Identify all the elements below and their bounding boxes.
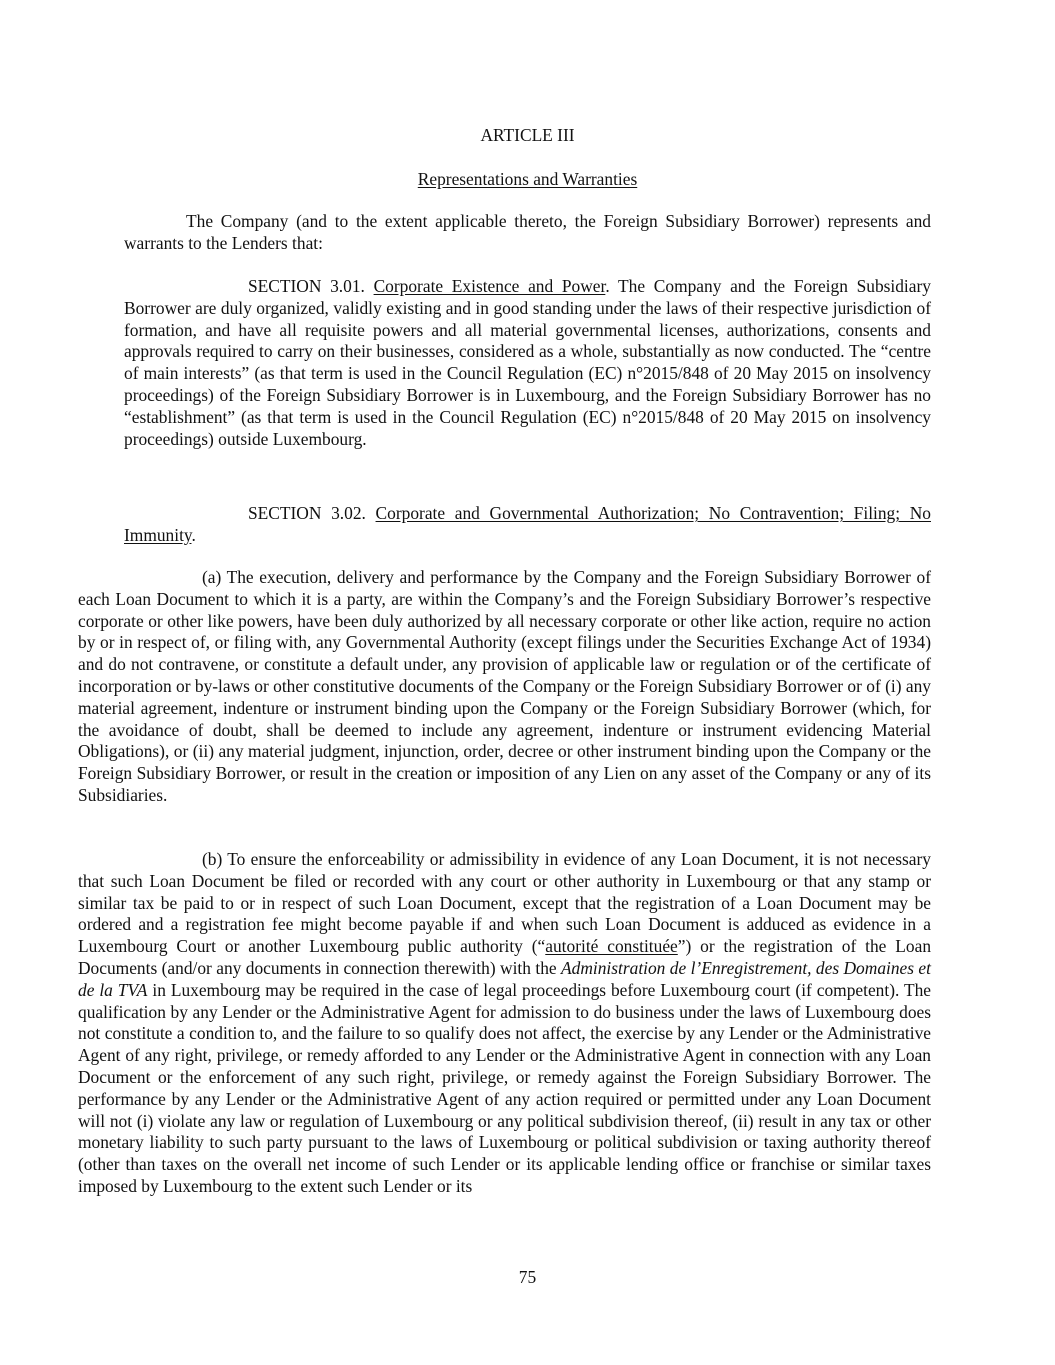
section-3-02-label: SECTION 3.02. [248, 503, 366, 523]
section-3-02-heading: Corporate and Governmental Authorization; No Contravention; Filing; No Immunity [124, 503, 931, 545]
section-3-01 [124, 276, 931, 450]
article-number: ARTICLE III [480, 125, 575, 145]
paragraph-b-part2: ”) or the registration of the Loan Documents (and/or any documents in connection therewith) with the [78, 936, 932, 978]
paragraph-b-term: autorité constituée [545, 936, 678, 957]
section-3-02-end: . [191, 524, 196, 545]
paragraph-b-part3: in Luxembourg may be required in the case of legal proceedings before Luxembourg court (if competent). The qualification by any Lender or the Administrative Agent for admission to do business under the laws of Luxembourg does not constitute a condition to, and the failure to so qualify does not affect, the exercise by any Lender or the Administrative Agent of any right, privilege, or remedy afforded to any Lender or the Administrative Agent in connection with any Loan Document or the enforcement of any such right, privilege, or remedy against the Foreign Subsidiary Borrower. The performance by any Lender or the Administrative Agent of any action required or permitted under any Loan Document will not (i) violate any law or regulation of Luxembourg or any political subdivision thereof, (ii) result in any tax or other monetary liability to such party pursuant to the laws of Luxembourg or political subdivision or taxing authority thereof (other than taxes on the overall net income of such Lender or its applicable lending office or franchise or similar taxes imposed by Luxembourg to the extent such Lender or its [78, 979, 931, 1196]
paragraph-b-italic: Administration de l’Enregistrement, des Domaines et de la TVA [78, 957, 931, 1000]
paragraph-b-part1: (b) To ensure the enforceability or admissibility in evidence of any Loan Document, it is not necessary that such Loan Document be filed or recorded with any court or other authority in Luxembourg or that any stamp or similar tax be paid to or in respect of such Loan Document, except that the registration of a Loan Document may be ordered and a registration fee might become payable if and when such Loan Document is adduced as evidence in a Luxembourg Court or another Luxembourg public authority (“ [78, 849, 931, 957]
intro-paragraph: The Company (and to the extent applicable thereto, the Foreign Subsidiary Borrower) represents and warrants to the Lenders that: [124, 211, 931, 253]
section-3-01-label: SECTION 3.01. [248, 276, 365, 296]
paragraph-b [78, 849, 931, 1198]
section-3-02 [124, 503, 931, 547]
section-3-01-body: . The Company and the Foreign Subsidiary Borrower are duly organized, validly existing and in good standing under the laws of their respective jurisdiction of formation, and have all requisite powers and all material governmental licenses, authorizations, consents and approvals required to carry on their businesses, considered as a whole, substantially as now conducted. The “centre of main interests” (as that term is used in the Council Regulation (EC) n°2015/848 of 20 May 2015 on insolvency proceedings) of the Foreign Subsidiary Borrower is in Luxembourg, and the Foreign Subsidiary Borrower has no “establishment” (as that term is used in the Council Regulation (EC) n°2015/848 of 20 May 2015 on insolvency proceedings) outside Luxembourg. [124, 276, 931, 449]
paragraph-a: (a) The execution, delivery and performance by the Company and the Foreign Subsidiary Borrower of each Loan Document to which it is a party, are within the Company’s and the Foreign Subsidiary Borrower’s respective corporate or other like powers, have been duly authorized by all necessary corporate or other like action, require no action by or in respect of, or filing with, any Governmental Authority (except filings under the Securities Exchange Act of 1934) and do not contravene, or constitute a default under, any provision of applicable law or regulation or of the certificate of incorporation or by-laws or other constitutive documents of the Company or the Foreign Subsidiary Borrower or of (i) any material agreement, indenture or instrument binding upon the Company or the Foreign Subsidiary Borrower (which, for the avoidance of doubt, shall be deemed to include any agreement, indenture or instrument evidencing Material Obligations), or (ii) any material judgment, injunction, order, decree or other instrument binding upon the Company or the Foreign Subsidiary Borrower, or result in the creation or imposition of any Lien on any asset of the Company or any of its Subsidiaries. [78, 567, 931, 805]
article-title-text: Representations and Warranties [417, 169, 638, 189]
section-3-01-heading: Corporate Existence and Power [373, 276, 606, 296]
article-title [0, 169, 1055, 191]
page-number: 75 [518, 1267, 537, 1287]
